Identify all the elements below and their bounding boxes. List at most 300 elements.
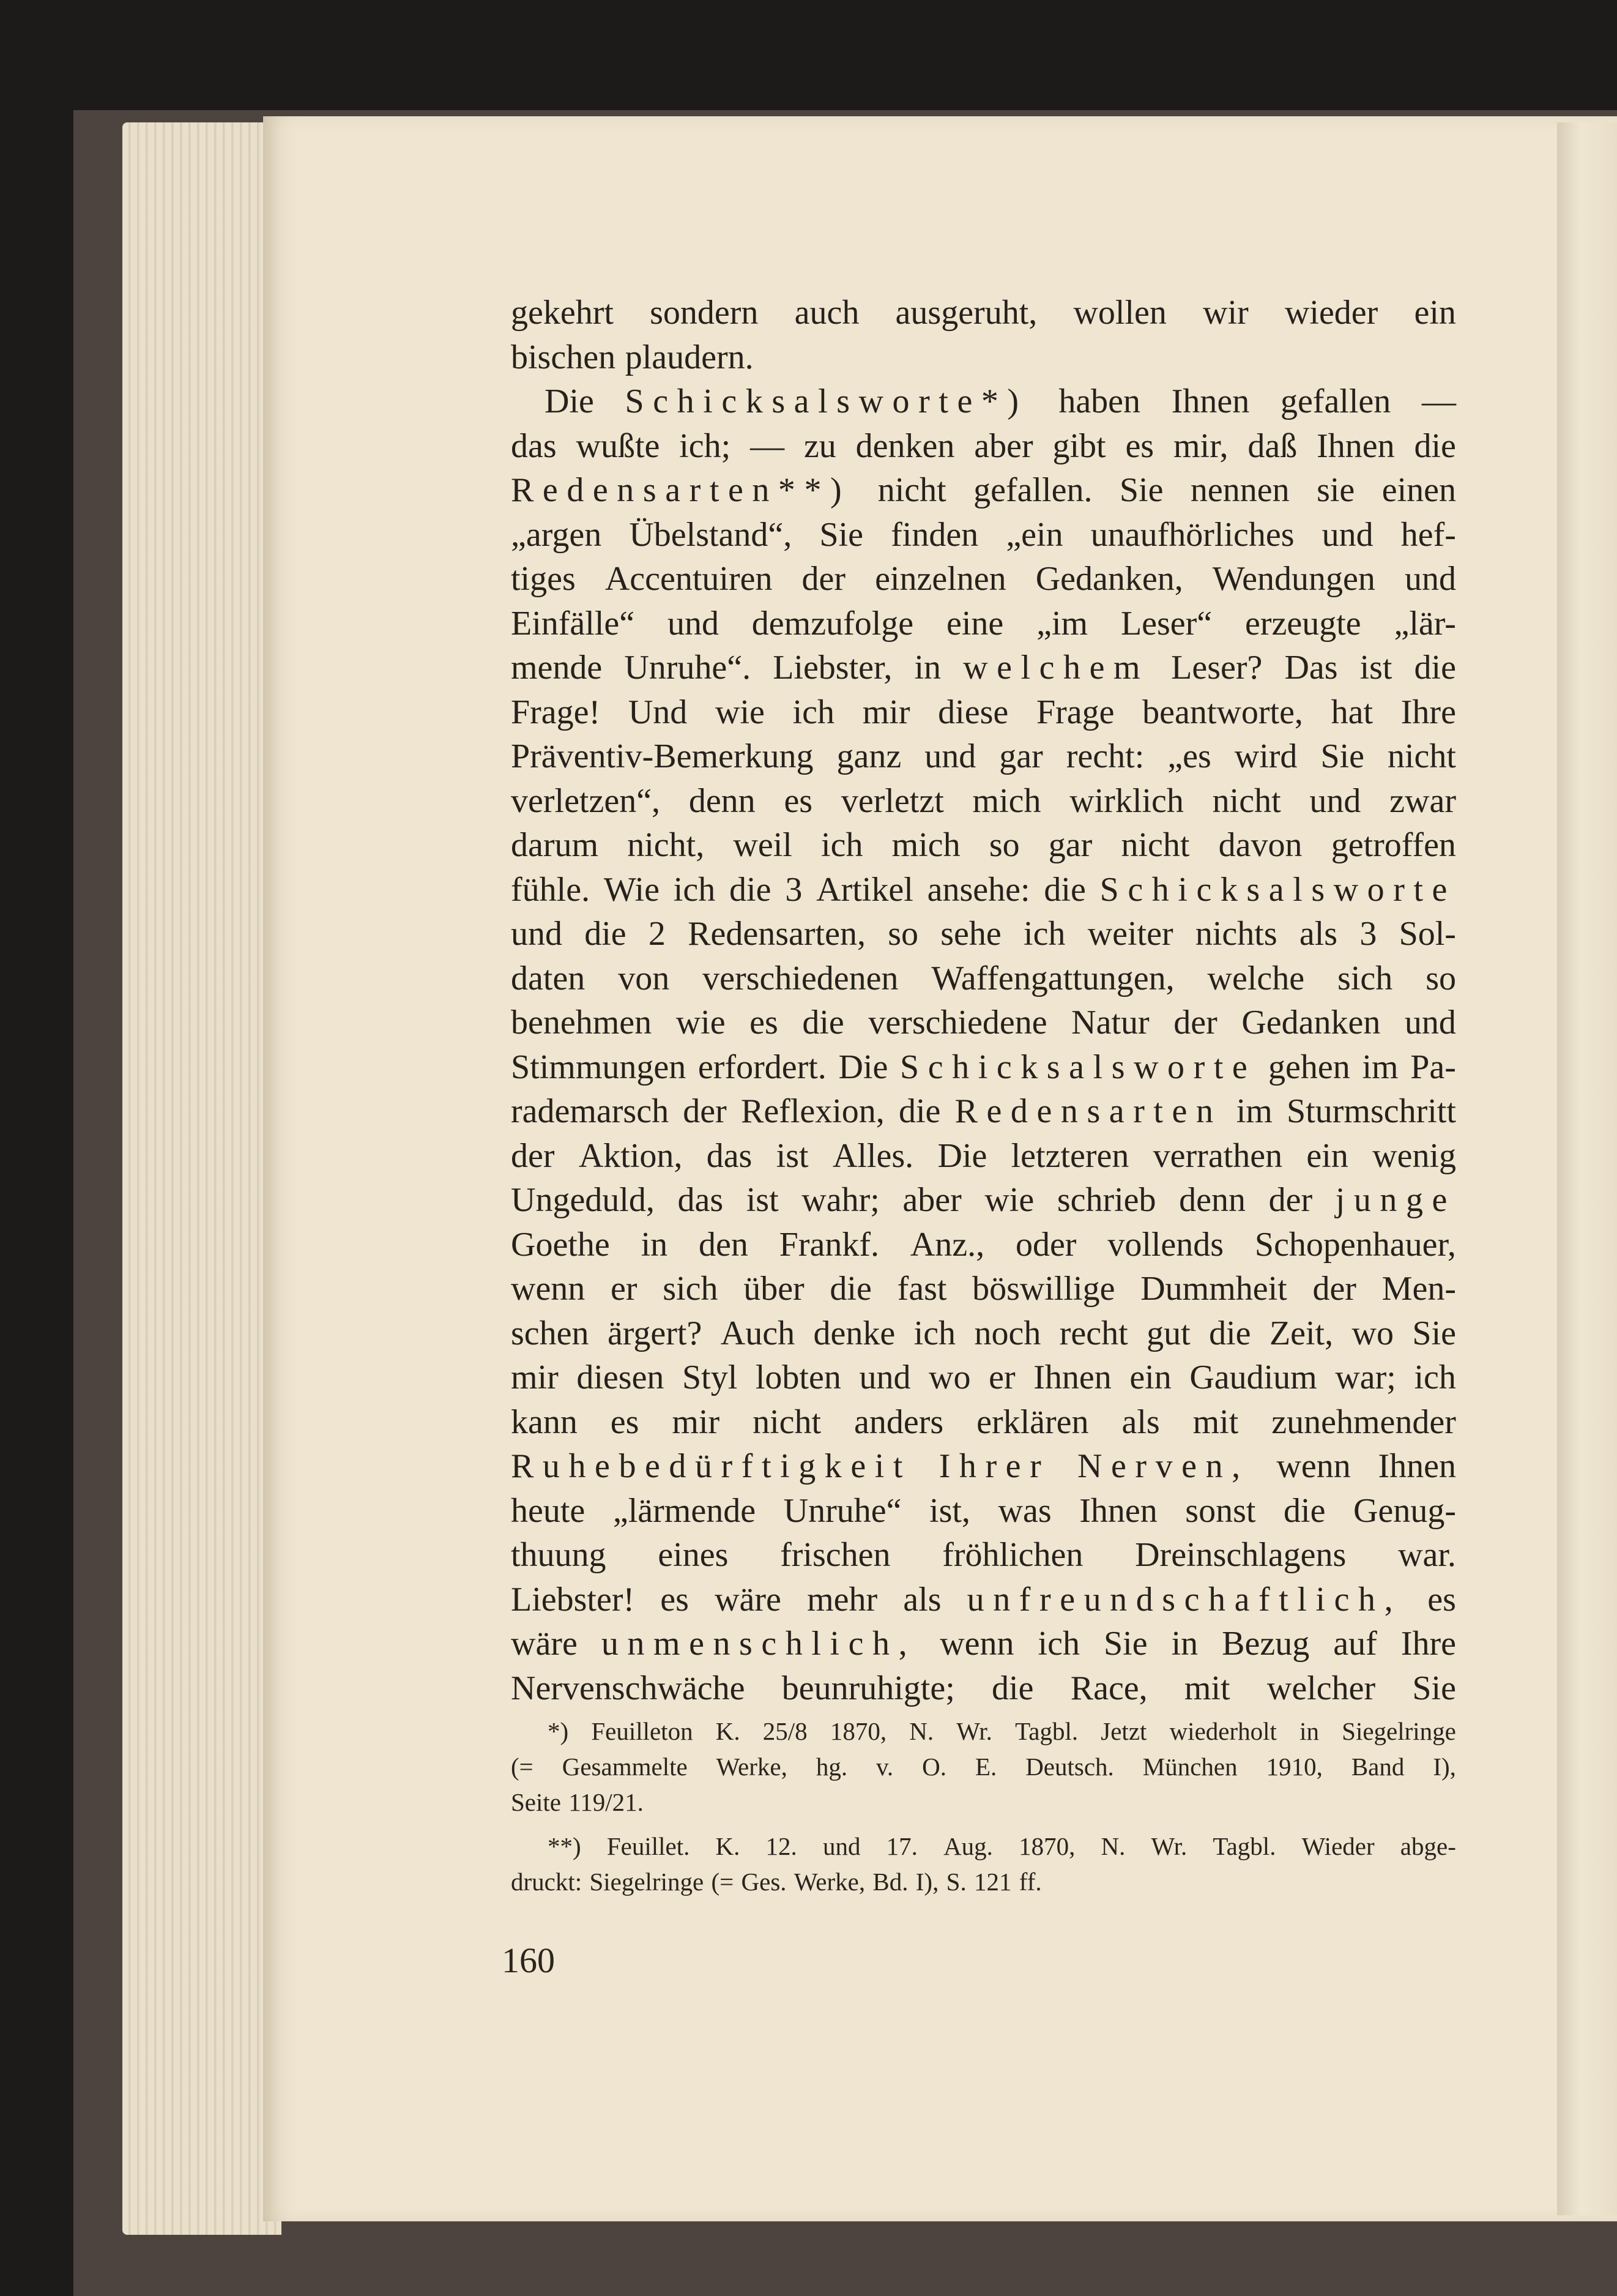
word: hg. [816,1753,848,1781]
word: Wieder [1301,1832,1375,1860]
text-line [511,1223,1456,1267]
word: gibt [1052,427,1106,465]
word: 2 [648,915,666,953]
word: Nerven, [1077,1447,1249,1485]
word: nicht [1121,826,1190,864]
word: Anz., [910,1225,985,1264]
word: K. [715,1717,740,1745]
word: 3 [785,870,803,909]
word: der [683,1092,727,1130]
text-line [511,1400,1456,1445]
word: als [1121,1403,1160,1441]
word: die [830,1270,872,1308]
word: Race, [1070,1669,1148,1707]
word: sich [1337,959,1393,997]
word: verletzt [841,781,944,820]
word: Nervenschwäche [511,1669,745,1707]
word: Band [1351,1753,1405,1781]
text-line [511,1089,1456,1134]
word: der [801,560,846,598]
word: Wr. [1151,1832,1188,1860]
word: Die [545,382,594,420]
word: auch [794,294,860,332]
word: der [1268,1181,1313,1219]
text-line [511,868,1456,912]
word: Gedanken [1241,1004,1381,1042]
text-line [511,1134,1456,1179]
footnotes [511,1713,1456,1899]
footnote-line [511,1749,1456,1784]
word: mir [672,1403,720,1441]
word: finden [891,515,979,554]
word: getroffen [1331,826,1456,864]
word: die [729,870,771,909]
word: die [1284,1491,1326,1530]
word: demzufolge [751,604,914,643]
text-line [511,1578,1456,1622]
text-line [511,557,1456,602]
word: heute [511,1491,585,1530]
word: denn [1179,1181,1246,1219]
word: ff. [1019,1868,1042,1896]
text-line [511,1489,1456,1534]
word: ganz [836,737,902,775]
word: es [749,1004,778,1042]
word: Aug. [943,1832,993,1860]
word: Sie [1412,1314,1456,1352]
word: mende [511,649,603,687]
word: Zeit, [1269,1314,1334,1352]
word: beunruhigte; [781,1669,955,1707]
text-line [511,335,1456,380]
word: die [1414,427,1456,465]
word: in [1171,1625,1199,1663]
word: Ihnen [1378,1447,1456,1485]
footnote-line [511,1713,1456,1749]
word: Ihnen [1171,382,1250,420]
word: fröhlichen [942,1536,1084,1574]
word: und [1321,515,1374,554]
word: mich [972,781,1041,820]
word: mir [511,1359,559,1396]
word: Ruhebedürftigkeit [511,1447,912,1485]
word: (= [711,1868,734,1896]
word: der [1173,1004,1217,1042]
word: Werke, [794,1868,866,1896]
word: Schicksalsworte*) [625,382,1028,420]
word: E. [975,1753,997,1781]
word: I), [1433,1753,1456,1781]
footnote-line [511,1784,1456,1820]
word: ich [1414,1359,1456,1396]
word: Bezug [1222,1625,1310,1663]
word: 17. [886,1832,918,1860]
word: und [667,604,719,643]
word: zunehmender [1271,1403,1456,1441]
word: ich [673,870,716,909]
word: I), [915,1868,939,1896]
word: Dreinschlagens [1135,1536,1347,1574]
word: gefallen. [973,471,1093,509]
word: nicht [877,471,946,509]
word: K. [715,1832,740,1860]
word: Sie [1320,737,1364,775]
word: ich; [679,427,731,465]
word: im [1362,1048,1399,1086]
word: 119/21. [568,1788,644,1816]
footnote-line [511,1864,1456,1899]
word: so [888,915,918,953]
word: Ihnen [1079,1491,1158,1530]
word: die [1044,870,1086,909]
word: wo [1351,1314,1394,1352]
word: Frage! [511,693,601,731]
word: Bd. [872,1868,909,1896]
word: Werke, [716,1753,787,1781]
word: wenn [511,1270,585,1308]
word: „lär- [1394,604,1456,643]
word: mich [891,826,961,864]
word: „ein [1006,515,1063,554]
word: wußte [576,427,660,465]
word: Pa- [1410,1048,1456,1086]
word: Redensarten [954,1092,1222,1130]
word: eines [658,1536,729,1574]
word: und [822,1832,861,1860]
word: wo [929,1359,971,1396]
word: 1870, [830,1717,887,1745]
text-line [511,1355,1456,1400]
text-line [511,823,1456,868]
word: er [989,1359,1016,1396]
word: lobten [755,1359,841,1396]
word: letzteren [1011,1136,1129,1175]
word: die [898,1092,941,1130]
word: Siegelringe [1342,1717,1456,1745]
word: nichts [1195,915,1277,953]
word: „argen [511,515,602,554]
word: Gesammelte [562,1753,688,1781]
word: vollends [1107,1225,1224,1264]
word: ansehe: [927,870,1030,909]
page-number: 160 [502,1940,555,1980]
word: welche [1207,959,1305,997]
word: das [677,1181,724,1219]
word: böswillige [972,1270,1115,1308]
word: sich [663,1270,718,1308]
word: verrathen [1153,1136,1283,1175]
word: in [1299,1717,1319,1745]
word: — [1421,382,1456,420]
word: „im [1036,604,1088,643]
word: frischen [780,1536,891,1574]
word: wirklich [1069,781,1184,820]
word: Wie [603,870,660,909]
word: erklären [976,1403,1089,1441]
word: wieder [1284,294,1378,332]
word: Aktion, [578,1136,683,1175]
word: ich [821,826,863,864]
word: Waffengattungen, [931,959,1175,997]
word: wiederholt [1169,1717,1277,1745]
word: ein [1414,294,1456,332]
word: einzelnen [875,560,1006,598]
word: haben [1058,382,1141,420]
word: Auch [720,1314,795,1352]
word: plaudern. [625,338,754,376]
word: bischen [511,338,616,376]
word: Redensarten, [688,915,866,953]
word: verletzen“, [511,781,661,820]
word: thuung [511,1536,606,1574]
text-line [511,1267,1456,1311]
word: Stimmungen [511,1048,686,1086]
text-line [511,1444,1456,1489]
word: N. [1101,1832,1126,1860]
word: ist [746,1181,779,1219]
word: abge- [1400,1832,1456,1860]
word: Das [1284,649,1338,687]
word: die [584,915,626,953]
word: Schicksalsworte [900,1048,1257,1086]
word: Wendungen [1212,560,1375,598]
word: welcher [1266,1669,1376,1707]
word: Gaudium [1189,1359,1317,1396]
text-line [511,379,1456,424]
word: Die [937,1136,987,1175]
word: unfreundschaftlich, [967,1580,1402,1619]
word: so [1426,959,1456,997]
word: mit [1184,1669,1230,1707]
word: ich [1038,1625,1080,1663]
word: Ihnen [1033,1359,1112,1396]
word: 1870, [1019,1832,1076,1860]
word: Sie [1103,1625,1148,1663]
word: nicht [753,1403,822,1441]
word: Und [628,693,688,731]
word: darum [511,826,599,864]
word: (= [511,1753,533,1781]
word: Ges. [741,1868,787,1896]
word: der [511,1136,555,1175]
word: Styl [682,1359,738,1396]
word: 1910, [1266,1753,1323,1781]
word: recht: [1066,737,1145,775]
word: was [998,1491,1052,1530]
text-line [511,1622,1456,1666]
word: gefallen [1280,382,1391,420]
word: er [611,1270,638,1308]
word: ist [1359,649,1392,687]
word: Feuillet. [606,1832,690,1860]
word: denken [855,427,955,465]
word: unaufhörliches [1090,515,1295,554]
word: wie [675,1004,726,1042]
word: Sturmschritt [1287,1092,1456,1130]
text-line [511,1178,1456,1223]
word: Liebster! [511,1580,635,1619]
word: nicht, [627,826,705,864]
word: sie [1317,471,1355,509]
word: es [1125,427,1154,465]
word: mehr [807,1580,878,1619]
word: ich [1024,915,1066,953]
word: und [924,737,976,775]
word: Genug- [1353,1491,1456,1530]
word: verschiedene [868,1004,1047,1042]
word: denke [813,1314,896,1352]
word: Unruhe“ [783,1491,902,1530]
word: Ihre [1400,693,1456,731]
word: **) [548,1832,581,1860]
word: erzeugte [1245,604,1361,643]
word: sondern [650,294,759,332]
word: Liebster, [773,649,893,687]
word: „es [1167,737,1211,775]
word: war; [1335,1359,1396,1396]
word: mir, [1173,427,1229,465]
word: wie [715,693,765,731]
text-line [511,513,1456,557]
word: ich [913,1314,956,1352]
word: Sol- [1399,915,1456,953]
word: hef- [1400,515,1456,554]
word: und [859,1359,911,1396]
word: Ihnen [1317,427,1395,465]
word: als [903,1580,942,1619]
word: anders [854,1403,944,1441]
word: Natur [1071,1004,1150,1042]
facing-page-edge [1557,122,1617,2215]
word: Feuilleton [591,1717,693,1745]
text-line [511,690,1456,735]
word: auf [1333,1625,1377,1663]
word: Artikel [816,870,913,909]
word: Schicksalsworte [1099,870,1456,909]
word: daß [1247,427,1298,465]
word: zwar [1389,781,1456,820]
word: ärgert? [607,1314,702,1352]
word: wird [1234,737,1298,775]
word: recht [1059,1314,1128,1352]
word: wäre [715,1580,781,1619]
word: wollen [1073,294,1167,332]
word: Goethe [511,1225,610,1264]
word: fast [897,1270,947,1308]
word: Reflexion, [740,1092,885,1130]
footnote-line [511,1828,1456,1864]
word: nicht [1388,737,1456,775]
word: davon [1218,826,1303,864]
word: *) [548,1717,569,1745]
word: die [802,1004,844,1042]
word: wenig [1372,1136,1456,1175]
word: diesen [576,1359,664,1396]
word: und [1404,560,1456,598]
text-line [511,468,1456,513]
text-line [511,1533,1456,1578]
word: die [1209,1314,1251,1352]
word: S. [946,1868,967,1896]
text-line [511,424,1456,469]
word: mir [862,693,910,731]
word: einen [1381,471,1456,509]
word: diese [938,693,1009,731]
word: ich [792,693,835,731]
word: Ungeduld, [511,1181,655,1219]
word: und [511,915,562,953]
text-line [511,734,1456,779]
word: es [1427,1580,1456,1619]
word: 3 [1359,915,1377,953]
word: das [706,1136,753,1175]
word: druckt: [511,1868,582,1896]
word: N. [909,1717,934,1745]
word: so [989,826,1020,864]
word: daten [511,959,585,997]
word: ein [1129,1359,1172,1396]
word: Deutsch. [1025,1753,1114,1781]
word: Tagbl. [1213,1832,1276,1860]
word: junge [1335,1181,1456,1219]
word: Sie [1119,471,1164,509]
word: unmenschlich, [601,1625,916,1663]
word: wenn [1276,1447,1351,1485]
word: ist, [929,1491,970,1530]
word: benehmen [511,1004,652,1042]
text-line [511,1311,1456,1356]
word: wir [1203,294,1249,332]
word: rademarsch [511,1092,669,1130]
word: beantworte, [1142,693,1303,731]
word: als [1299,915,1338,953]
word: Einfälle“ [511,604,635,643]
text-line [511,779,1456,824]
word: — [750,427,785,465]
word: hat [1331,693,1374,731]
word: Tagbl. [1015,1717,1079,1745]
word: im [1236,1092,1273,1130]
word: Accentuiren [604,560,773,598]
word: das [511,427,557,465]
word: gekehrt [511,294,614,332]
word: über [743,1270,805,1308]
text-line [511,1001,1456,1045]
word: schrieb [1057,1181,1156,1219]
word: und [1309,781,1361,820]
word: Präventiv-Bemerkung [511,737,814,775]
word: 121 [974,1868,1012,1896]
text-line [511,291,1456,335]
word: Sie [819,515,863,554]
word: verschiedenen [702,959,899,997]
word: ausgeruht, [895,294,1038,332]
word: 25/8 [762,1717,808,1745]
word: denn [688,781,756,820]
word: ist [776,1136,809,1175]
word: erfordert. [697,1048,827,1086]
word: O. [922,1753,946,1781]
word: Übelstand“, [629,515,792,554]
text-line [511,1045,1456,1090]
word: Frage [1036,693,1115,731]
word: der [1312,1270,1356,1308]
word: Redensarten**) [511,471,851,509]
word: gehen [1268,1048,1350,1086]
word: mit [1192,1403,1239,1441]
body-text [511,291,1456,1710]
word: Frankf. [779,1225,879,1264]
